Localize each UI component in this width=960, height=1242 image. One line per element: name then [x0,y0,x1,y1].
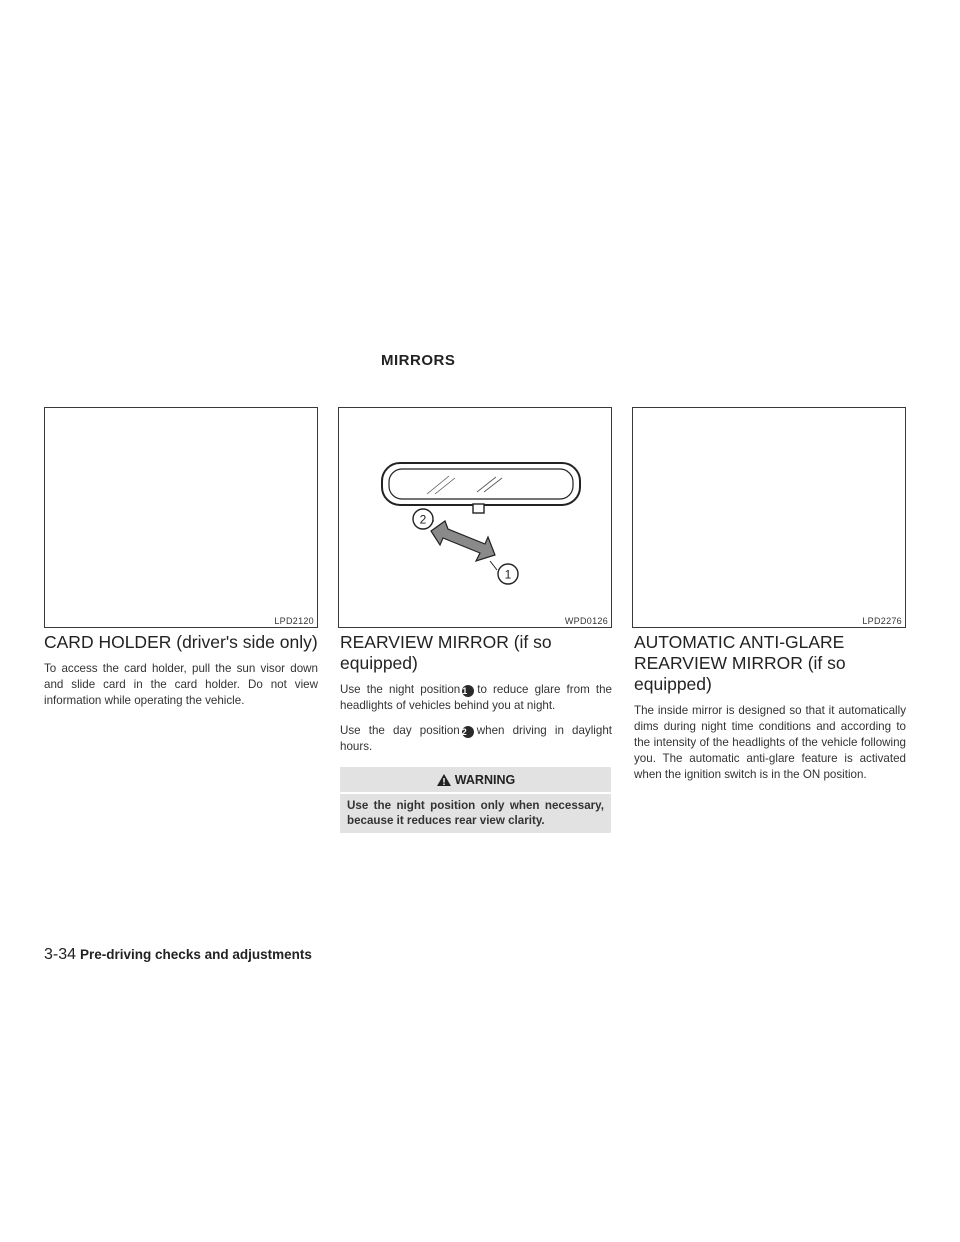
auto-mirror-heading: AUTOMATIC ANTI-GLARE REARVIEW MIRROR (if so equipped) [634,632,846,694]
figure-card-holder [44,407,318,628]
figure-code: LPD2276 [862,616,902,626]
chapter-title: Pre-driving checks and adjustments [80,947,312,962]
section-title: MIRRORS [381,352,456,369]
marker-2-icon: 2 [462,726,474,738]
warning-header [340,767,611,792]
rearview-night-text [340,682,612,714]
day-text-end: when driving in daylight hours. [340,724,612,753]
night-text-start: Use the night position [340,683,461,696]
night-text-end: to reduce glare from the headlights of vehicles behind you at night. [340,683,612,712]
auto-mirror-text: The inside mirror is designed so that it automatically dims during night time conditions and according to the intensity of the headlights of the vehicle following you. The automatic anti-glare feature is activated when the ignition switch is in the ON position. [634,704,906,781]
warning-title: WARNING [454,772,516,787]
rearview-heading: REARVIEW MIRROR (if so equipped) [340,632,552,673]
callout-1: 1 [504,567,512,582]
warning-box [340,767,611,833]
marker-1-icon: 1 [462,685,474,697]
rearview-day-text [340,723,612,755]
column-auto-mirror [634,632,906,792]
column-card-holder [44,632,318,718]
figure-code: WPD0126 [564,616,608,626]
figure-rearview-mirror [338,407,612,628]
figure-code: LPD2120 [274,616,314,626]
card-holder-text: To access the card holder, pull the sun visor down and slide card in the card holder. Do not view information while operating the vehicle. [44,662,318,707]
page-number: 3-34 [44,946,77,963]
figure-auto-mirror [632,407,906,628]
card-holder-heading: CARD HOLDER (driver's side only) [44,632,318,652]
warning-triangle-icon [436,773,452,787]
callout-2: 2 [419,512,427,527]
warning-text: Use the night position only when necessary, because it reduces rear view clarity. [340,794,611,833]
page-footer [44,946,312,964]
column-rearview [340,632,612,833]
rearview-mirror-illustration [339,408,611,627]
day-text-start: Use the day position [340,724,460,737]
